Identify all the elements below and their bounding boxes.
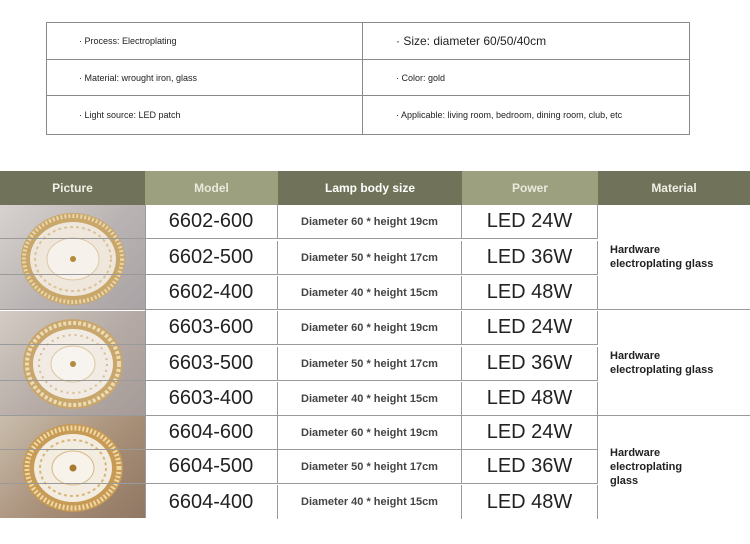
power-cell: LED 48W — [462, 485, 598, 519]
spec-size: · Size: diameter 60/50/40cm — [363, 23, 689, 60]
product-table — [0, 171, 750, 518]
material-line: electroplating glass — [610, 258, 714, 270]
material-line: electroplating glass — [610, 364, 714, 376]
size-cell: Diameter 60 * height 19cm — [278, 205, 462, 238]
model-cell: 6604-400 — [145, 485, 278, 519]
material-line: electroplating — [610, 461, 683, 473]
header-power: Power — [462, 171, 598, 205]
size-cell: Diameter 60 * height 19cm — [278, 311, 462, 344]
size-cell: Diameter 50 * height 17cm — [278, 241, 462, 274]
material-line: Hardware — [610, 244, 661, 256]
size-cell: Diameter 60 * height 19cm — [278, 416, 462, 449]
table-row — [0, 347, 598, 381]
size-cell: Diameter 50 * height 17cm — [278, 347, 462, 380]
header-model: Model — [145, 171, 278, 205]
spec-material: · Material: wrought iron, glass — [47, 60, 363, 96]
table-row — [0, 241, 598, 275]
table-row — [0, 382, 598, 416]
table-row — [0, 416, 598, 450]
material-cell — [598, 416, 750, 518]
power-cell: LED 36W — [462, 241, 598, 274]
material-line: Hardware — [610, 447, 661, 459]
model-cell: 6602-400 — [145, 276, 278, 309]
size-cell: Diameter 40 * height 15cm — [278, 276, 462, 309]
spec-light-source: · Light source: LED patch — [47, 96, 363, 134]
power-cell: LED 48W — [462, 276, 598, 309]
header-picture: Picture — [0, 171, 145, 205]
table-row — [0, 485, 598, 519]
power-cell: LED 36W — [462, 450, 598, 483]
model-cell: 6602-600 — [145, 205, 278, 238]
material-line: glass — [610, 475, 639, 487]
table-row — [0, 205, 598, 239]
power-cell: LED 24W — [462, 311, 598, 344]
power-cell: LED 24W — [462, 205, 598, 238]
size-cell: Diameter 40 * height 15cm — [278, 382, 462, 415]
column-divider — [145, 205, 146, 518]
material-line: Hardware — [610, 350, 661, 362]
spec-color: · Color: gold — [363, 60, 689, 96]
header-size: Lamp body size — [278, 171, 462, 205]
header-material: Material — [598, 171, 750, 205]
table-row — [0, 450, 598, 484]
model-cell: 6602-500 — [145, 241, 278, 274]
power-cell: LED 48W — [462, 382, 598, 415]
spec-table — [46, 22, 690, 135]
model-cell: 6603-600 — [145, 311, 278, 344]
power-cell: LED 36W — [462, 347, 598, 380]
model-cell: 6604-600 — [145, 416, 278, 449]
material-cell — [598, 205, 750, 310]
power-cell: LED 24W — [462, 416, 598, 449]
spec-process: · Process: Electroplating — [47, 23, 363, 60]
table-row — [0, 311, 598, 345]
model-cell: 6603-400 — [145, 382, 278, 415]
model-cell: 6604-500 — [145, 450, 278, 483]
size-cell: Diameter 50 * height 17cm — [278, 450, 462, 483]
spec-applicable: · Applicable: living room, bedroom, dining room, club, etc — [396, 110, 623, 120]
size-cell: Diameter 40 * height 15cm — [278, 485, 462, 519]
model-cell: 6603-500 — [145, 347, 278, 380]
material-cell — [598, 311, 750, 416]
table-row — [0, 276, 598, 310]
